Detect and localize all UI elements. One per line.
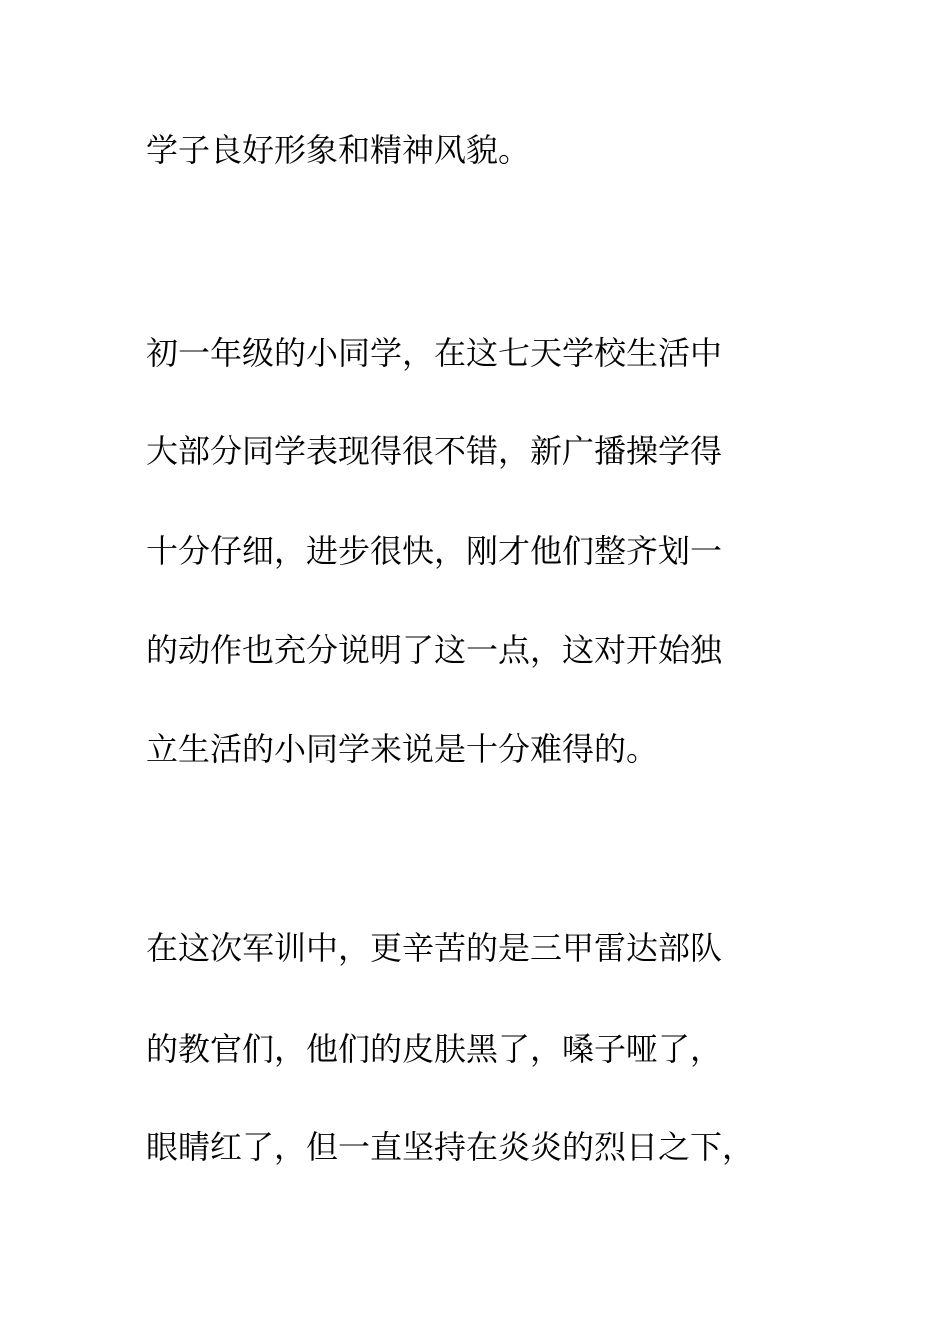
text-line: 初一年级的小同学，在这七天学校生活中 bbox=[146, 334, 723, 372]
text-line: 的教官们，他们的皮肤黑了，嗓子哑了， bbox=[146, 1030, 723, 1068]
text-line: 的动作也充分说明了这一点，这对开始独 bbox=[146, 631, 723, 669]
text-line: 十分仔细，进步很快，刚才他们整齐划一 bbox=[146, 532, 723, 570]
text-line: 学子良好形象和精神风貌。 bbox=[146, 131, 531, 169]
text-line: 大部分同学表现得很不错，新广播操学得 bbox=[146, 432, 723, 470]
text-line: 立生活的小同学来说是十分难得的。 bbox=[146, 730, 659, 768]
text-line: 眼睛红了，但一直坚持在炎炎的烈日之下， bbox=[146, 1128, 755, 1166]
text-line: 在这次军训中，更辛苦的是三甲雷达部队 bbox=[146, 929, 723, 967]
